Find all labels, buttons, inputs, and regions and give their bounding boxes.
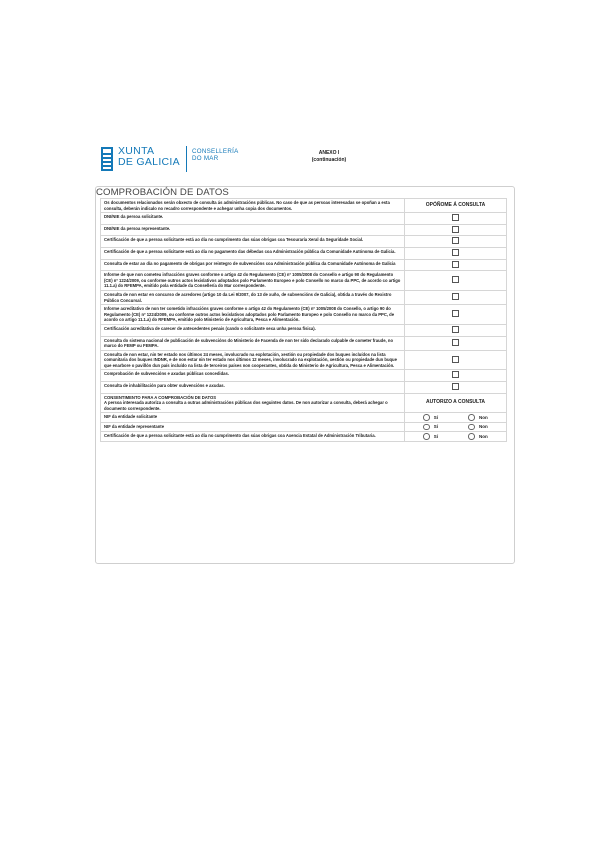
table-row <box>101 413 507 423</box>
department-line1: CONSELLERÍA <box>191 148 239 155</box>
annex-subtitle: (continuación) <box>311 157 347 163</box>
oppose-checkbox[interactable] <box>452 371 459 378</box>
logo-line1: XUNTA <box>118 145 155 157</box>
yes-radio[interactable] <box>423 414 430 421</box>
table-row <box>101 350 507 370</box>
logo-line2: DE GALICIA <box>118 156 180 168</box>
yes-radio[interactable] <box>423 424 430 431</box>
oppose-checkbox[interactable] <box>452 383 459 390</box>
table-row <box>101 305 507 325</box>
consent-header-row <box>101 393 507 413</box>
section-title: COMPROBACIÓN DE DATOS <box>96 187 229 198</box>
data-check-table <box>100 198 507 442</box>
table-row <box>101 324 507 336</box>
oppose-row-label: Consulta de estar ao día no pagamento de obrigas por reintegro de subvencións coa Administración pública da Comunidade Autónoma de Galicia <box>101 259 405 271</box>
table-row <box>101 422 507 432</box>
table-row <box>101 247 507 259</box>
oppose-row-label: Certificación de que a persoa solicitante está ao día no cumprimento das súas obrigas coa Tesouraría Xeral da Seguridade Social. <box>101 236 405 248</box>
xunta-logo <box>100 146 239 172</box>
oppose-row-label: Certificación acreditativa de carecer de antecedentes penais (cando o solicitante sexa unha persoa física). <box>101 324 405 336</box>
consent-row-label: NIF da entidade solicitante <box>101 413 405 423</box>
table-row <box>101 236 507 248</box>
table-row <box>101 224 507 236</box>
logo-wordmark <box>118 146 180 168</box>
galicia-emblem-icon <box>100 146 114 172</box>
annex-label <box>300 150 358 164</box>
intro-row <box>101 199 507 213</box>
oppose-header: OPÓÑOME Á CONSULTA <box>405 199 507 213</box>
no-radio[interactable] <box>468 414 475 421</box>
logo-divider <box>186 146 187 172</box>
department-name <box>192 146 239 162</box>
oppose-row-label: Consulta de non estar en concurso de acredores (artigo 10 da Lei 9/2007, do 13 de xuño, de subvencións de Galicia), obtida a través do Rexistro Público Concursal. <box>101 290 405 304</box>
oppose-checkbox[interactable] <box>452 326 459 333</box>
no-label: Non <box>478 433 488 439</box>
table-row <box>101 271 507 291</box>
consent-row-label: Certificación de que a persoa solicitante está ao día no cumprimento das súas obrigas coa Axencia Estatal de Administración Tributaria. <box>101 432 405 442</box>
yes-radio[interactable] <box>423 433 430 440</box>
oppose-checkbox[interactable] <box>452 276 459 283</box>
intro-text: Os documentos relacionados serán obxecto de consulta ás administracións públicas. No caso de que as persoas interesadas se opoñan a esta consulta, deberán indicalo no recadro correspondente e achegar unha copia dos documentos. <box>101 199 405 213</box>
table-row <box>101 259 507 271</box>
table-row <box>101 336 507 350</box>
consent-row-label: NIF da entidade representante <box>101 422 405 432</box>
oppose-row-label: Consulta do sistema nacional de publicación de subvencións do Ministerio de Facenda de non ter sido declarado culpable de cometer fraude, no marco do FEMP ou FEMPA. <box>101 336 405 350</box>
yes-label: Sí <box>433 433 438 439</box>
oppose-row-label: Consulta de non estar, nin ter estado nos últimos 24 meses, involucrado na explotación, xestión ou propiedade dos buques incluídos na lista comunitaria dos buques INDNR, e de non estar nin ter estado nos últimos 12 meses, involucrado na explotación, xestión ou propiedade dun buque que enarbore o pavillón dun país incluído na lista de terceiros países non cooperantes, obtida do Ministerio de Agricultura, Pesca e Alimentación. <box>101 350 405 370</box>
consent-intro-cell <box>101 393 405 413</box>
table-row <box>101 213 507 225</box>
oppose-checkbox[interactable] <box>452 356 459 363</box>
no-label: Non <box>478 414 488 420</box>
oppose-checkbox[interactable] <box>452 310 459 317</box>
yes-label: Sí <box>433 414 438 420</box>
document-header <box>100 146 520 176</box>
oppose-row-label: Informe de que non cometeu infraccións graves conforme o artigo 42 do Regulamento (CE) nº 1005/2008 do Consello e artigo 90 do Regulamento (CE) nº 1224/2009, ou conforme outros actos lexislativos adoptados polo Parlamento Europeo e polo Consello no marco da PPC, de acordo co artigo 11.1.a) do RFEMPA, emitido pola entidade da Consellería do Mar correspondente. <box>101 271 405 291</box>
table-row <box>101 432 507 442</box>
oppose-row-label: DNI/NIE da persoa solicitante. <box>101 213 405 225</box>
table-row <box>101 382 507 394</box>
consent-intro: A persoa interesada autoriza a consulta a outras administracións públicas dos seguintes datos. De non autorizar a consulta, deberá achegar o documento correspondente. <box>104 400 388 411</box>
no-label: Non <box>478 424 488 430</box>
table-row <box>101 290 507 304</box>
yes-label: Sí <box>433 424 438 430</box>
oppose-checkbox[interactable] <box>452 214 459 221</box>
consent-title: CONSENTIMENTO PARA A COMPROBACIÓN DE DATOS <box>104 394 217 400</box>
oppose-row-label: Certificación de que a persoa solicitante está ao día no pagamento das débedas coa Administración pública da Comunidade Autónoma de Galicia. <box>101 247 405 259</box>
oppose-checkbox[interactable] <box>452 237 459 244</box>
oppose-checkbox[interactable] <box>452 226 459 233</box>
oppose-checkbox[interactable] <box>452 339 459 346</box>
oppose-checkbox[interactable] <box>452 261 459 268</box>
consent-header: AUTORIZO A CONSULTA <box>405 393 507 413</box>
oppose-row-label: Informe acreditativo de non ter cometido infraccións graves conforme o artigo 42 do Regulamento (CE) nº 1005/2008 do Consello, o artigo 90 do Regulamento (CE) nº 1224/2009, ou conforme outros actos lexislativos adoptados polo Parlamento Europeo e polo Consello no marco da PPC, de acordo co artigo 11.1.a) do RFEMPA, emitido polo Ministerio de Agricultura, Pesca e Alimentación. <box>101 305 405 325</box>
oppose-row-label: Consulta de inhabilitación para obter subvencións e axudas. <box>101 382 405 394</box>
oppose-row-label: Comprobación de subvencións e axudas públicas concedidas. <box>101 370 405 382</box>
no-radio[interactable] <box>468 433 475 440</box>
department-line2: DO MAR <box>191 155 219 162</box>
table-row <box>101 370 507 382</box>
oppose-checkbox[interactable] <box>452 293 459 300</box>
oppose-row-label: DNI/NIE da persoa representante. <box>101 224 405 236</box>
oppose-checkbox[interactable] <box>452 249 459 256</box>
no-radio[interactable] <box>468 424 475 431</box>
annex-title: ANEXO I <box>318 150 340 156</box>
